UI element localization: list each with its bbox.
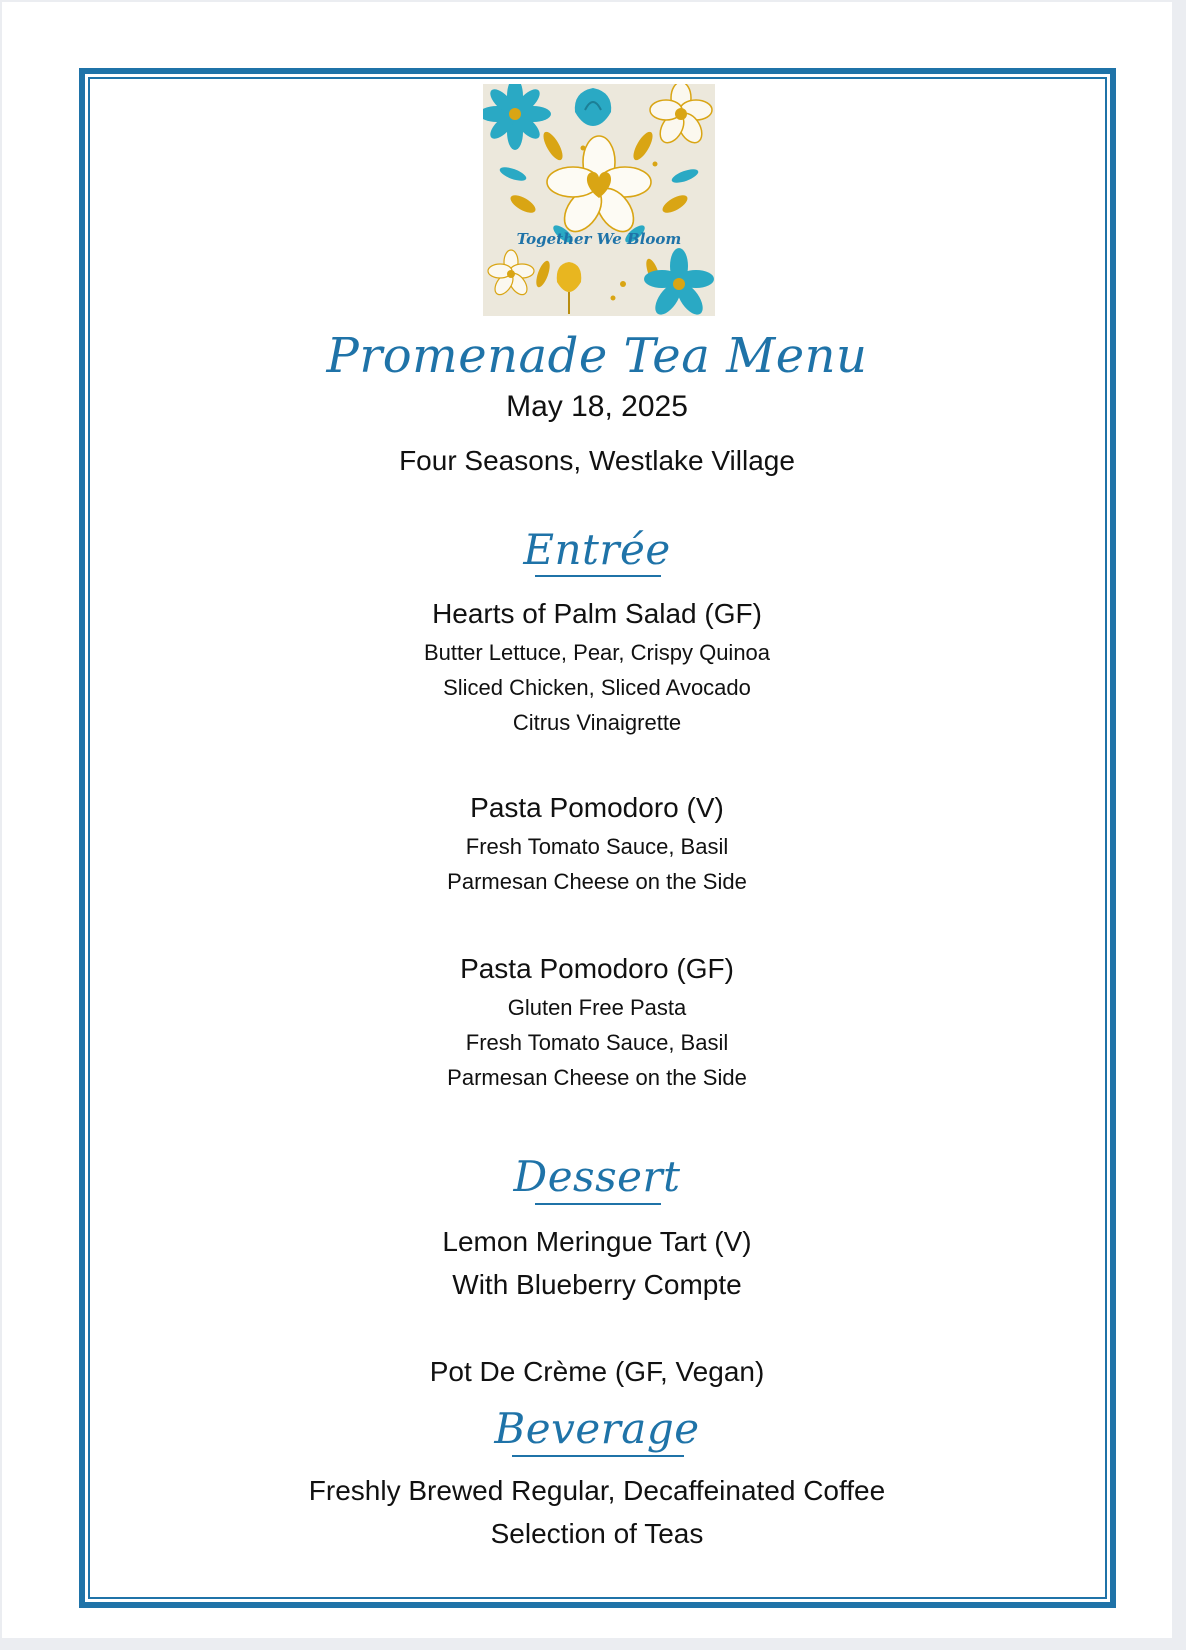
menu-title: Promenade Tea Menu — [326, 328, 868, 384]
beverage-line: Selection of Teas — [490, 1518, 704, 1549]
beverage-line: Freshly Brewed Regular, Decaffeinated Coffee — [308, 1475, 886, 1506]
entree-item-desc: Fresh Tomato Sauce, Basil — [465, 834, 729, 859]
entree-item-desc: Gluten Free Pasta — [507, 995, 687, 1020]
entree-item-desc: Parmesan Cheese on the Side — [447, 869, 747, 894]
menu-page — [2, 2, 1172, 1638]
entree-item-name: Pasta Pomodoro (GF) — [460, 953, 734, 984]
section-heading-beverage: Beverage — [494, 1404, 700, 1453]
entree-item-desc: Butter Lettuce, Pear, Crispy Quinoa — [423, 640, 771, 665]
floral-logo-image — [483, 84, 715, 316]
beverage-underline — [512, 1455, 684, 1457]
section-heading-dessert: Dessert — [513, 1152, 681, 1201]
dessert-item-name: Lemon Meringue Tart (V) — [442, 1226, 752, 1257]
dessert-underline — [535, 1203, 661, 1205]
entree-item-name: Pasta Pomodoro (V) — [470, 792, 724, 823]
dessert-item-name: Pot De Crème (GF, Vegan) — [429, 1356, 765, 1387]
dessert-item-desc: With Blueberry Compte — [452, 1269, 742, 1300]
event-venue: Four Seasons, Westlake Village — [399, 445, 795, 476]
entree-item-name: Hearts of Palm Salad (GF) — [432, 598, 762, 629]
entree-item-desc: Parmesan Cheese on the Side — [447, 1065, 747, 1090]
entree-item-desc: Fresh Tomato Sauce, Basil — [465, 1030, 729, 1055]
section-heading-entree: Entrée — [523, 525, 671, 574]
entree-item-desc: Sliced Chicken, Sliced Avocado — [443, 675, 751, 700]
logo-caption: Together We Bloom — [516, 230, 682, 248]
entree-item-desc: Citrus Vinaigrette — [512, 710, 682, 735]
entree-underline — [535, 575, 661, 577]
event-date: May 18, 2025 — [506, 390, 688, 423]
